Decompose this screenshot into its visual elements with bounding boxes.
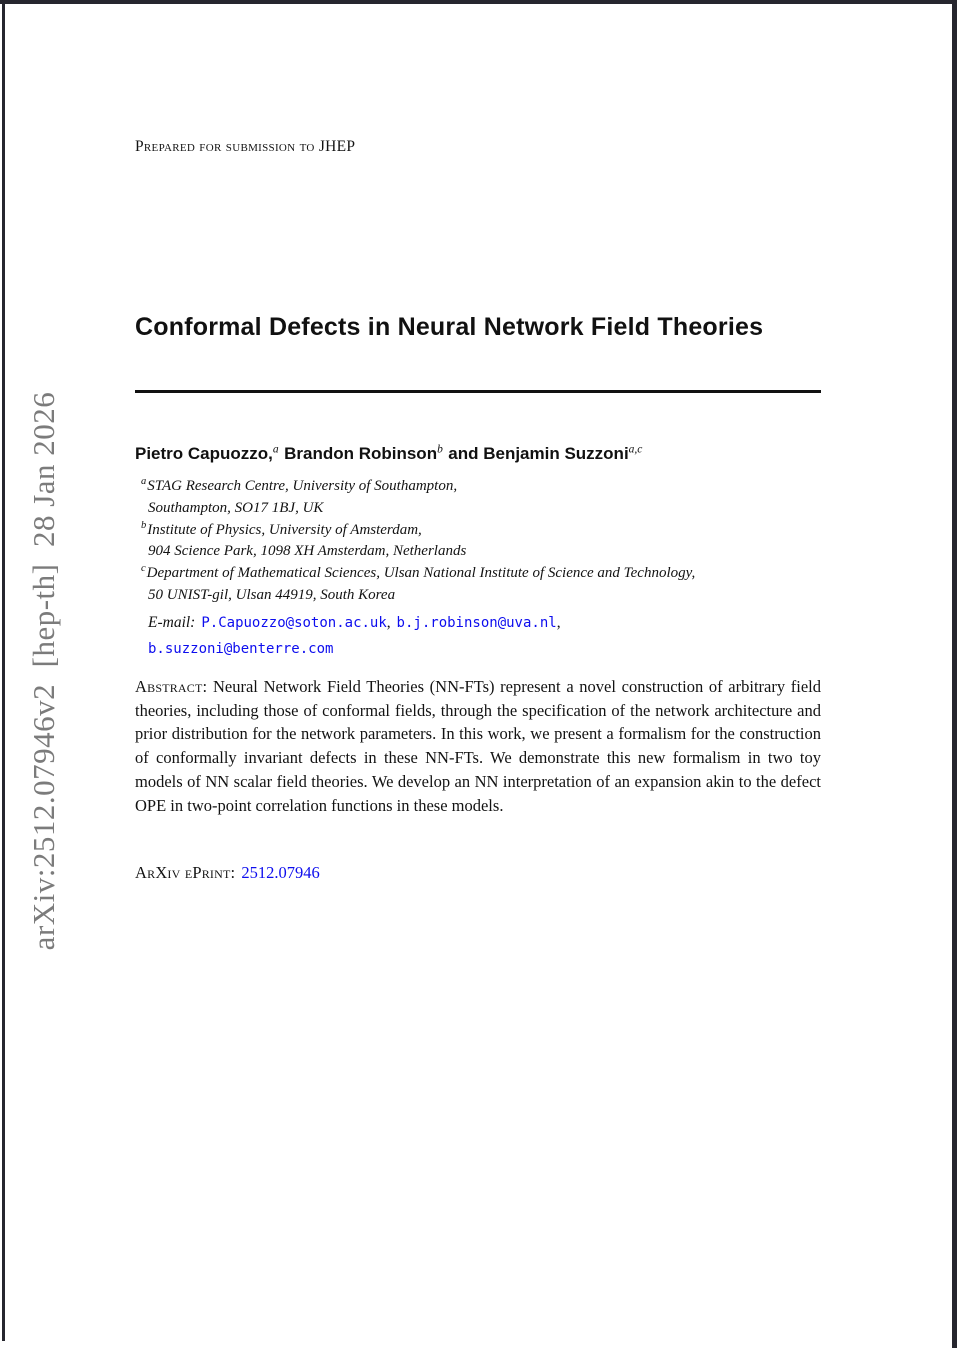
affiliation-list <box>135 476 821 607</box>
author-line <box>135 444 821 464</box>
page-frame-top <box>0 0 957 4</box>
affiliation-marker: c <box>141 563 146 575</box>
email-link[interactable]: b.j.robinson@uva.nl <box>396 615 557 631</box>
eprint-line <box>135 863 320 883</box>
email-separator: , <box>556 614 561 631</box>
affiliation-line: $^b$Institute of Physics, University of Amsterdam, <box>141 519 422 538</box>
paper-title: Conformal Defects in Neural Network Field Theories <box>135 313 764 341</box>
abstract-text: Neural Network Field Theories (NN-FTs) represent a novel construction of arbitrary field theories, including those of conformal fields, through the specification of the network architecture and prior distribution for the network parameters. In this work, we present a formalism for the construction of conformally invariant defects in these NN-FTs. We demonstrate this new formalism in two toy models of NN scalar field theories. We develop an NN interpretation of an expansion akin to the defect OPE in two-point correlation functions in these models. <box>135 677 822 815</box>
affiliation-line: $^a$STAG Research Centre, University of Southampton, <box>141 476 458 494</box>
affiliation-marker: b <box>141 519 147 531</box>
arxiv-stamp: arXiv:2512.07946v2 [hep-th] 28 Jan 2026 <box>26 391 61 951</box>
submission-note: Prepared for submission to JHEP <box>135 138 356 155</box>
abstract-label: Abstract: <box>135 677 208 696</box>
page-frame-left <box>2 0 5 1341</box>
affiliation-line: Southampton, SO17 1BJ, UK <box>148 499 324 516</box>
affiliation-item <box>135 476 821 520</box>
affiliation-line: 50 UNIST-gil, Ulsan 44919, South Korea <box>148 586 396 603</box>
affiliation-line: 904 Science Park, 1098 XH Amsterdam, Netherlands <box>148 543 467 560</box>
email-block <box>148 610 821 662</box>
author-name: Pietro Capuozzo,$^a$ <box>135 443 279 463</box>
affiliation-item <box>135 563 821 607</box>
author-affiliation-marker: a <box>272 443 279 456</box>
email-label: E-mail: <box>148 614 196 631</box>
eprint-label: ArXiv ePrint: <box>135 863 236 882</box>
email-separator: , <box>386 614 391 631</box>
page-frame-right <box>952 0 957 1348</box>
author-name: Brandon Robinson$^b$ <box>284 443 443 463</box>
author-name: and Benjamin Suzzoni$^{a,c}$ <box>448 443 643 463</box>
affiliation-item <box>135 520 821 564</box>
abstract <box>135 675 821 817</box>
author-affiliation-marker: a,c <box>628 443 643 456</box>
affiliation-line: $^c$Department of Mathematical Sciences, Ulsan National Institute of Science and Technology, <box>141 563 696 582</box>
affiliation-marker: a <box>141 476 147 487</box>
email-link[interactable]: P.Capuozzo@soton.ac.uk <box>201 615 387 631</box>
title-rule <box>135 390 821 393</box>
author-affiliation-marker: b <box>437 443 443 456</box>
email-link[interactable]: b.suzzoni@benterre.com <box>148 641 334 657</box>
eprint-link[interactable]: 2512.07946 <box>241 863 320 882</box>
